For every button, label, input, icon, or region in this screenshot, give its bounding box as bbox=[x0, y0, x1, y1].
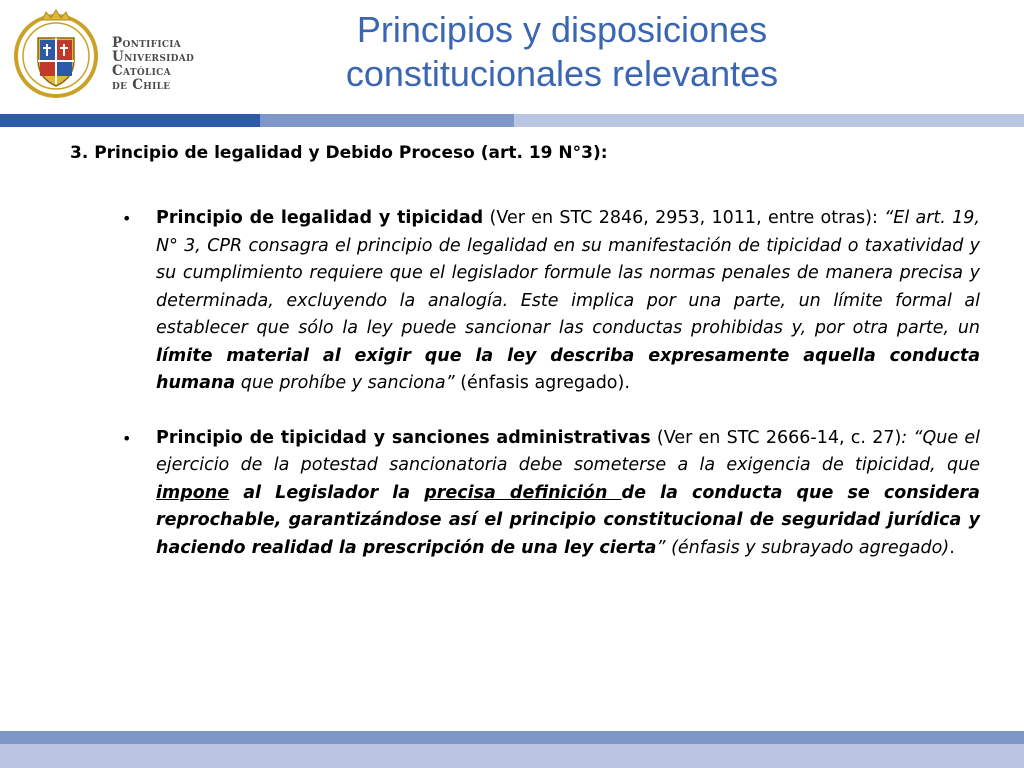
bullet2-reference: (Ver en STC 2666-14, c. 27) bbox=[650, 427, 902, 448]
university-logo bbox=[14, 8, 195, 104]
divider-segment-mid bbox=[260, 114, 514, 127]
bullet2-end: . bbox=[949, 537, 955, 558]
bullet1-quote-end: que prohíbe y sanciona” bbox=[235, 373, 455, 393]
section-heading: 3. Principio de legalidad y Debido Proceso (art. 19 N°3): bbox=[70, 143, 608, 163]
bullet2-quote-close: ” bbox=[656, 537, 666, 558]
logo-line-2: Universidad bbox=[112, 49, 195, 65]
bullet2-emphasis-2: de la conducta que se considera reprochable, garantizándose así el principio constitucional de seguridad jurídica y haciendo realidad la prescripción de una ley cierta bbox=[156, 482, 980, 558]
bullet1-emphasis: límite material al exigir que la ley describa expresamente aquella conducta humana bbox=[156, 345, 980, 393]
slide-title bbox=[250, 8, 874, 96]
bullet1-note: (énfasis agregado). bbox=[454, 373, 630, 393]
title-line-2: constitucionales relevantes bbox=[345, 53, 779, 94]
university-name bbox=[112, 36, 194, 92]
bullet2-underlined-definicion: precisa definición bbox=[424, 482, 622, 503]
divider-segment-dark bbox=[0, 114, 260, 127]
bullet2-quote: : “Que el ejercicio de la potestad sancionatoria debe someterse a la exigencia de tipicidad, que bbox=[156, 427, 980, 475]
footer-bar-mid bbox=[0, 731, 1024, 744]
university-seal-icon bbox=[14, 8, 98, 100]
footer-bar-light bbox=[0, 744, 1024, 768]
bullet1-reference: (Ver en STC 2846, 2953, 1011, entre otras): bbox=[483, 208, 885, 228]
logo-line-3: Católica bbox=[112, 63, 171, 79]
bullet2-underlined-impone: impone bbox=[156, 482, 230, 503]
bullet-item-legalidad bbox=[116, 205, 980, 398]
divider-segment-light bbox=[514, 114, 1024, 127]
bullet1-quote: “El art. 19, N° 3, CPR consagra el principio de legalidad en su manifestación de tipicidad o taxatividad y su cumplimiento requiere que el legislador formule las normas penales de manera precisa y determinada, excluyendo la analogía. Este implica por una parte, un límite formal al establecer que sólo la ley puede sancionar las conductas prohibidas y, por otra parte, un bbox=[156, 208, 980, 338]
bullet-item-tipicidad bbox=[116, 425, 980, 563]
title-line-1: Principios y disposiciones bbox=[356, 9, 768, 50]
bullet-list bbox=[116, 205, 980, 562]
bullet1-lead: Principio de legalidad y tipicidad bbox=[156, 208, 484, 228]
bullet2-note: (énfasis y subrayado agregado) bbox=[665, 537, 950, 558]
bullet2-emphasis-1: al Legislador la bbox=[229, 482, 425, 503]
header-divider-bar bbox=[0, 114, 1024, 127]
logo-line-1: Pontificia bbox=[112, 35, 182, 51]
bullet2-lead: Principio de tipicidad y sanciones administrativas bbox=[156, 427, 651, 448]
bullet-icon: • bbox=[122, 209, 132, 228]
logo-line-4: de Chile bbox=[112, 77, 171, 93]
bullet-icon: • bbox=[122, 428, 132, 448]
